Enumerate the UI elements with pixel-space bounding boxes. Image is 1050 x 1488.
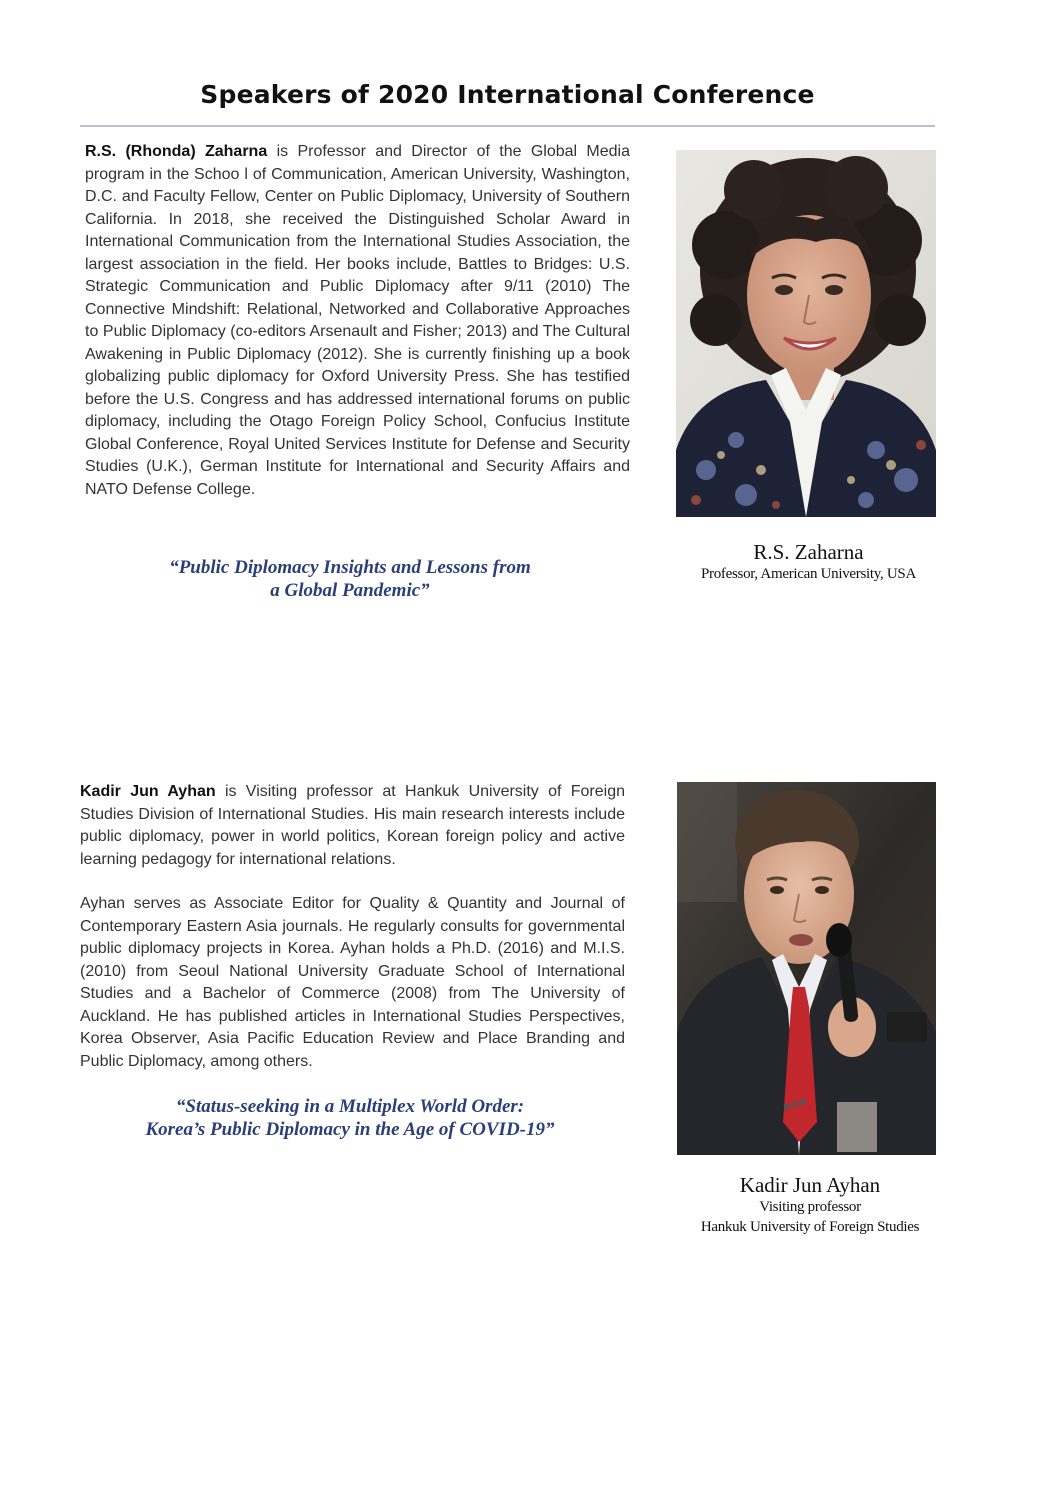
speaker-photo-ayhan bbox=[677, 782, 936, 1155]
bio-text: is Visiting professor at Hankuk University of Foreign Studies Division of International Studies. His main research interests include public diplomacy, power in world politics, Korean foreign policy and active learning pedagogy for international relations. bbox=[80, 783, 625, 868]
talk-title-zaharna bbox=[130, 556, 570, 602]
talk-title-line: “Public Diplomacy Insights and Lessons from bbox=[169, 557, 531, 578]
talk-title-line: “Status-seeking in a Multiplex World Order: bbox=[175, 1096, 525, 1117]
speaker-bio-zaharna bbox=[85, 141, 630, 523]
speaker-bio-ayhan bbox=[80, 781, 625, 1095]
talk-title-line: a Global Pandemic” bbox=[270, 580, 430, 601]
talk-title-line: Korea’s Public Diplomacy in the Age of COVID-19” bbox=[145, 1119, 555, 1140]
bio-text: is Professor and Director of the Global Media program in the Schoo l of Communication, American University, Washington, D.C. and Faculty Fellow, Center on Public Diplomacy, University of Southern California. In 2018, she received the Distinguished Scholar Award in International Communication from the International Studies Association, the largest association in the field. Her books include, Battles to Bridges: U.S. Strategic Communication and Public Diplomacy after 9/11 (2010) The Connective Mindshift: Relational, Networked and Collaborative Approaches to Public Diplomacy (co-editors Arsenault and Fisher; 2013) and The Cultural Awakening in Public Diplomacy (2012). She is currently finishing up a book globalizing public diplomacy for Oxford University Press. She has testified before the U.S. Congress and has addressed international forums on public diplomacy, including the Otago Foreign Policy School, Confucius Institute Global Conference, Royal United Services Institute for Defense and Security Studies (U.K.), German Institute for International and Security Affairs and NATO Defense College. bbox=[85, 143, 631, 498]
photo-caption-ayhan bbox=[660, 1173, 960, 1237]
speaker-photo-zaharna bbox=[676, 150, 936, 517]
caption-role: Visiting professor bbox=[759, 1199, 861, 1215]
photo-caption-zaharna bbox=[676, 540, 941, 584]
portrait-man-image bbox=[677, 782, 936, 1155]
title-divider bbox=[80, 125, 935, 127]
caption-name: R.S. Zaharna bbox=[753, 540, 864, 564]
speaker-name-bold: Kadir Jun Ayhan bbox=[80, 783, 216, 800]
talk-title-ayhan bbox=[100, 1095, 600, 1141]
page-title: Speakers of 2020 International Conference bbox=[200, 80, 815, 109]
caption-affiliation: Hankuk University of Foreign Studies bbox=[700, 1219, 920, 1235]
portrait-woman-image bbox=[676, 150, 936, 517]
speaker-name-bold: R.S. (Rhonda) Zaharna bbox=[85, 143, 268, 160]
bio-paragraph bbox=[85, 141, 630, 501]
bio-paragraph: Ayhan serves as Associate Editor for Quality & Quantity and Journal of Contemporary Eastern Asia journals. He regularly consults for governmental public diplomacy projects in Korea. Ayhan holds a Ph.D. (2016) and M.I.S.(2010) from Seoul National University Graduate School of International Studies and a Bachelor of Commerce (2008) from The University of Auckland. He has published articles in International Studies Perspectives, Korea Observer, Asia Pacific Education Review and Place Branding and Public Diplomacy, among others. bbox=[80, 895, 625, 1070]
bio-paragraph bbox=[80, 781, 625, 871]
caption-name: Kadir Jun Ayhan bbox=[739, 1173, 881, 1197]
caption-role: Professor, American University, USA bbox=[701, 566, 916, 582]
